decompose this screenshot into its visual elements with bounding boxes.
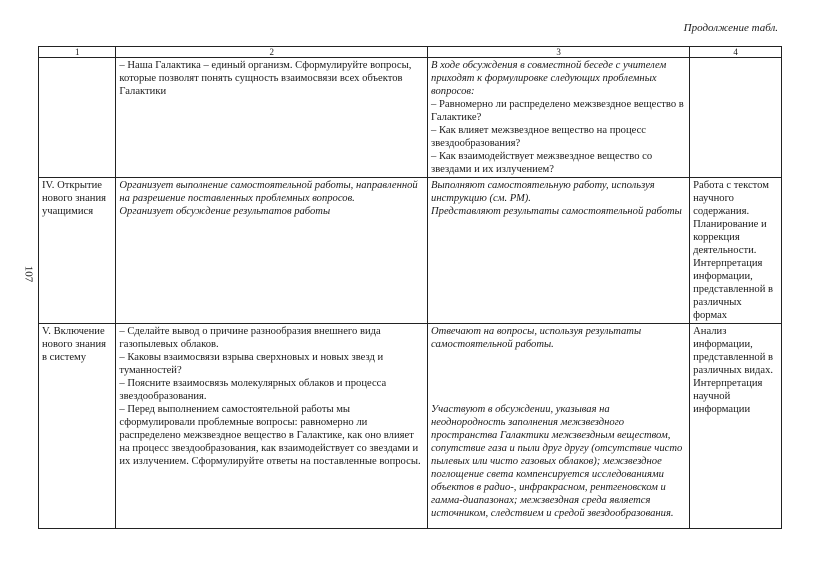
- table-header-row: [39, 47, 782, 58]
- teacher-text: – Каковы взаимосвязи взрыва сверхновых и новых звезд и туманностей?: [119, 352, 384, 376]
- teacher-text: Организует обсуждение результатов работы: [119, 206, 331, 217]
- teacher-cell: [116, 58, 428, 178]
- stage-cell: IV. Открытие нового знания учащимися: [39, 178, 116, 324]
- teacher-text: – Наша Галактика – единый организм. Сформулируйте вопросы, которые позволят понять сущность взаимосвязи всех объектов Галактики: [119, 60, 412, 97]
- students-text: Участвуют в обсуждении, указывая на неоднородность заполнения межзвездного пространства Галактики межзвездным веществом, сопутствие газа и пыли друг другу (отсутствие чисто пылевых или чисто газовых облаков); межзвездное поглощение света компенсируется исследованиями объектов в радио-, инфракрасном, рентгеновском и гамма-диапазонах; межзвездная среда является источником, следствием и средой звездообразования.: [431, 404, 683, 519]
- teacher-cell: [116, 178, 428, 324]
- table-row: [39, 58, 782, 178]
- students-text: – Как взаимодействует межзвездное вещество со звездами и их излучением?: [431, 151, 653, 175]
- teacher-text: – Сделайте вывод о причине разнообразия внешнего вида газопылевых облаков.: [119, 326, 381, 350]
- lesson-table: [38, 46, 782, 529]
- table-row: [39, 178, 782, 324]
- teacher-text: – Поясните взаимосвязь молекулярных облаков и процесса звездообразования.: [119, 378, 387, 402]
- students-text: Выполняют самостоятельную работу, используя инструкцию (см. РМ).: [431, 180, 655, 204]
- teacher-text: – Перед выполнением самостоятельной работы мы сформулировали проблемные вопросы: равномерно ли распределено межзвездное вещество в Галактике, как оно влияет на процесс звездообразования, как взаимодействует со звездами и их излучением. Сформулируйте ответы на поставленные вопросы.: [119, 404, 421, 467]
- stage-cell: V. Включение нового знания в систему: [39, 324, 116, 529]
- stage-cell: [39, 58, 116, 178]
- students-text: В ходе обсуждения в совместной беседе с учителем приходят к формулировке следующих проблемных вопросов:: [431, 60, 667, 97]
- column-header: 1: [39, 47, 116, 58]
- teacher-text: Организует выполнение самостоятельной работы, направленной на разрешение поставленных проблемных вопросов.: [119, 180, 418, 204]
- students-cell: [428, 178, 690, 324]
- students-cell: [428, 58, 690, 178]
- activity-cell: Анализ информации, представленной в различных видах. Интерпретация научной информации: [690, 324, 782, 529]
- column-header: 3: [428, 47, 690, 58]
- students-text: Представляют результаты самостоятельной работы: [431, 206, 682, 217]
- activity-cell: Работа с текстом научного содержания. Планирование и коррекция деятельности. Интерпретация информации, представленной в различных формах: [690, 178, 782, 324]
- activity-cell: [690, 58, 782, 178]
- column-header: 4: [690, 47, 782, 58]
- continuation-label: Продолжение табл.: [683, 22, 778, 34]
- students-text: – Равномерно ли распределено межзвездное вещество в Галактике?: [431, 99, 684, 123]
- column-header: 2: [116, 47, 428, 58]
- page-number: 107: [22, 265, 35, 283]
- table-row: [39, 324, 782, 529]
- teacher-cell: [116, 324, 428, 529]
- students-text: – Как влияет межзвездное вещество на процесс звездообразования?: [431, 125, 647, 149]
- students-text: Отвечают на вопросы, используя результаты самостоятельной работы.: [431, 326, 642, 350]
- students-cell: [428, 324, 690, 529]
